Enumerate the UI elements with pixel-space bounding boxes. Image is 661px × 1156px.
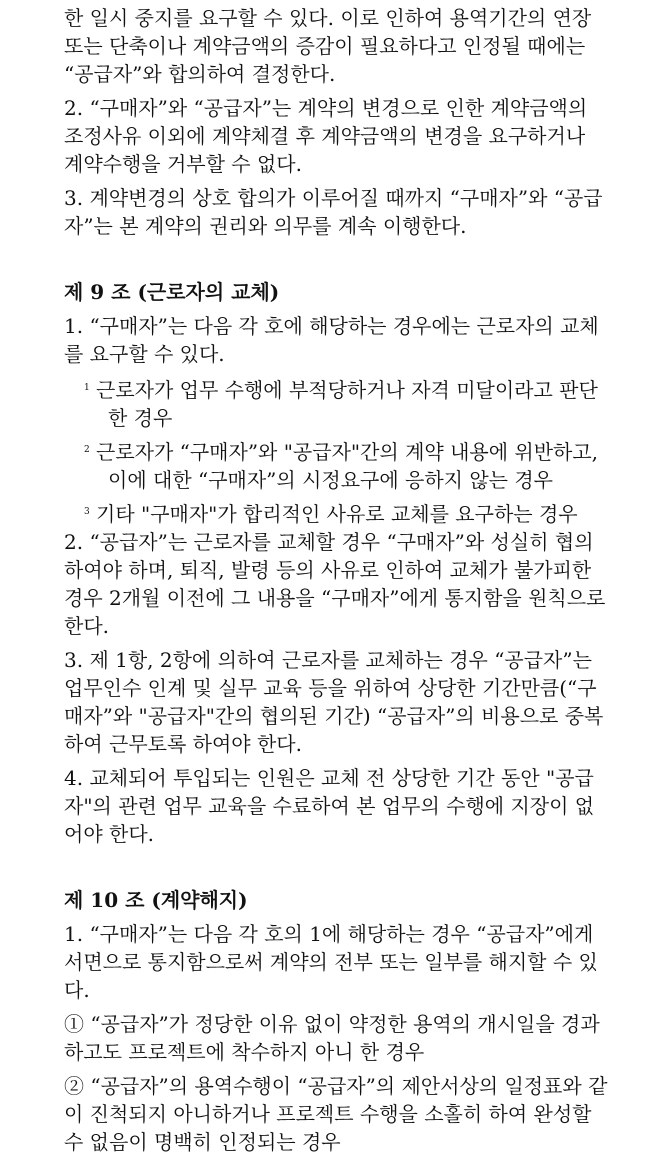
text-line: 1. “구매자”는 다음 각 호에 해당하는 경우에는 근로자의 교체 [64,314,599,338]
text-line: 수 없음이 명백히 인정되는 경우 [64,1130,341,1154]
paragraph-clause-2 [64,94,624,178]
text-line: 경우 2개월 이전에 그 내용을 “구매자”에게 통지함을 원칙으로 [64,586,606,610]
text-line: 한다. [64,614,109,638]
article-9-heading: 제 9 조 (근로자의 교체) [64,280,280,304]
article-10-heading: 제 10 조 (계약해지) [64,888,248,912]
text-line: 근로자가 “구매자”와 "공급자"간의 계약 내용에 위반하고, [96,440,599,464]
text-line: 하여 근무토록 하여야 한다. [64,732,302,756]
text-line: 2. “공급자”는 근로자를 교체할 경우 “구매자”와 성실히 협의 [64,530,594,554]
article-9-clause-3 [64,646,624,758]
text-line: 1. “구매자”는 다음 각 호의 1에 해당하는 경우 “공급자”에게 [64,922,594,946]
text-line: 매자”와 "공급자"간의 협의된 기간) “공급자”의 비용으로 중복 [64,704,604,728]
subitem-number: 1 [84,383,90,393]
text-line: 계약수행을 거부할 수 없다. [64,152,302,176]
paragraph-continuation [64,4,624,88]
text-line: 조정사유 이외에 계약체결 후 계약금액의 변경을 요구하거나 [64,124,586,148]
text-line: 한 일시 중지를 요구할 수 있다. 이로 인하여 용역기간의 연장 [64,6,592,30]
text-line: 업무인수 인계 및 실무 교육 등을 위하여 상당한 기간만큼(“구 [64,676,597,700]
article-9-subitem-2 [64,438,624,494]
text-line: 4. 교체되어 투입되는 인원은 교체 전 상당한 기간 동안 "공급 [64,766,594,790]
article-10-clause-1 [64,920,624,1004]
article-9-clause-1 [64,312,624,368]
text-line: 한 경우 [108,406,173,430]
text-line: 이 진척되지 아니하거나 프로젝트 수행을 소홀히 하여 완성할 [64,1102,592,1126]
text-line: 서면으로 통지함으로써 계약의 전부 또는 일부를 해지할 수 있 [64,950,598,974]
text-line: 하고도 프로젝트에 착수하지 아니 한 경우 [64,1040,425,1064]
text-line: 2. “구매자”와 “공급자”는 계약의 변경으로 인한 계약금액의 [64,96,588,120]
text-line: 근로자가 업무 수행에 부적당하거나 자격 미달이라고 판단 [96,378,598,402]
subitem-number: 3 [84,507,90,517]
text-line: 또는 단축이나 계약금액의 증감이 필요하다고 인정될 때에는 [64,34,586,58]
article-9-subitem-1 [64,376,624,432]
text-line: 어야 한다. [64,822,154,846]
text-line: 하여야 하며, 퇴직, 발령 등의 사유로 인하여 교체가 불가피한 [64,558,592,582]
paragraph-clause-3 [64,184,624,240]
text-line: 3. 계약변경의 상호 합의가 이루어질 때까지 “구매자”와 “공급 [64,186,603,210]
text-line: 3. 제 1항, 2항에 의하여 근로자를 교체하는 경우 “공급자”는 [64,648,592,672]
text-line: ① “공급자”가 정당한 이유 없이 약정한 용역의 개시일을 경과 [64,1012,600,1036]
text-line: 다. [64,978,90,1002]
article-9-subitem-3 [64,500,624,528]
text-line: ② “공급자”의 용역수행이 “공급자”의 제안서상의 일정표와 같 [64,1074,608,1098]
article-9-clause-4 [64,764,624,848]
text-line: 자”는 본 계약의 권리와 의무를 계속 이행한다. [64,214,467,238]
document-body [64,0,624,1156]
text-line: 기타 "구매자"가 합리적인 사유로 교체를 요구하는 경우 [96,502,578,526]
article-10-item-2 [64,1072,624,1156]
text-line: 자"의 관련 업무 교육을 수료하여 본 업무의 수행에 지장이 없 [64,794,595,818]
article-9-clause-2 [64,528,624,640]
subitem-number: 2 [84,445,90,455]
text-line: 를 요구할 수 있다. [64,342,225,366]
article-10-item-1 [64,1010,624,1066]
text-line: 이에 대한 “구매자”의 시정요구에 응하지 않는 경우 [108,468,553,492]
text-line: “공급자”와 합의하여 결정한다. [64,62,336,86]
